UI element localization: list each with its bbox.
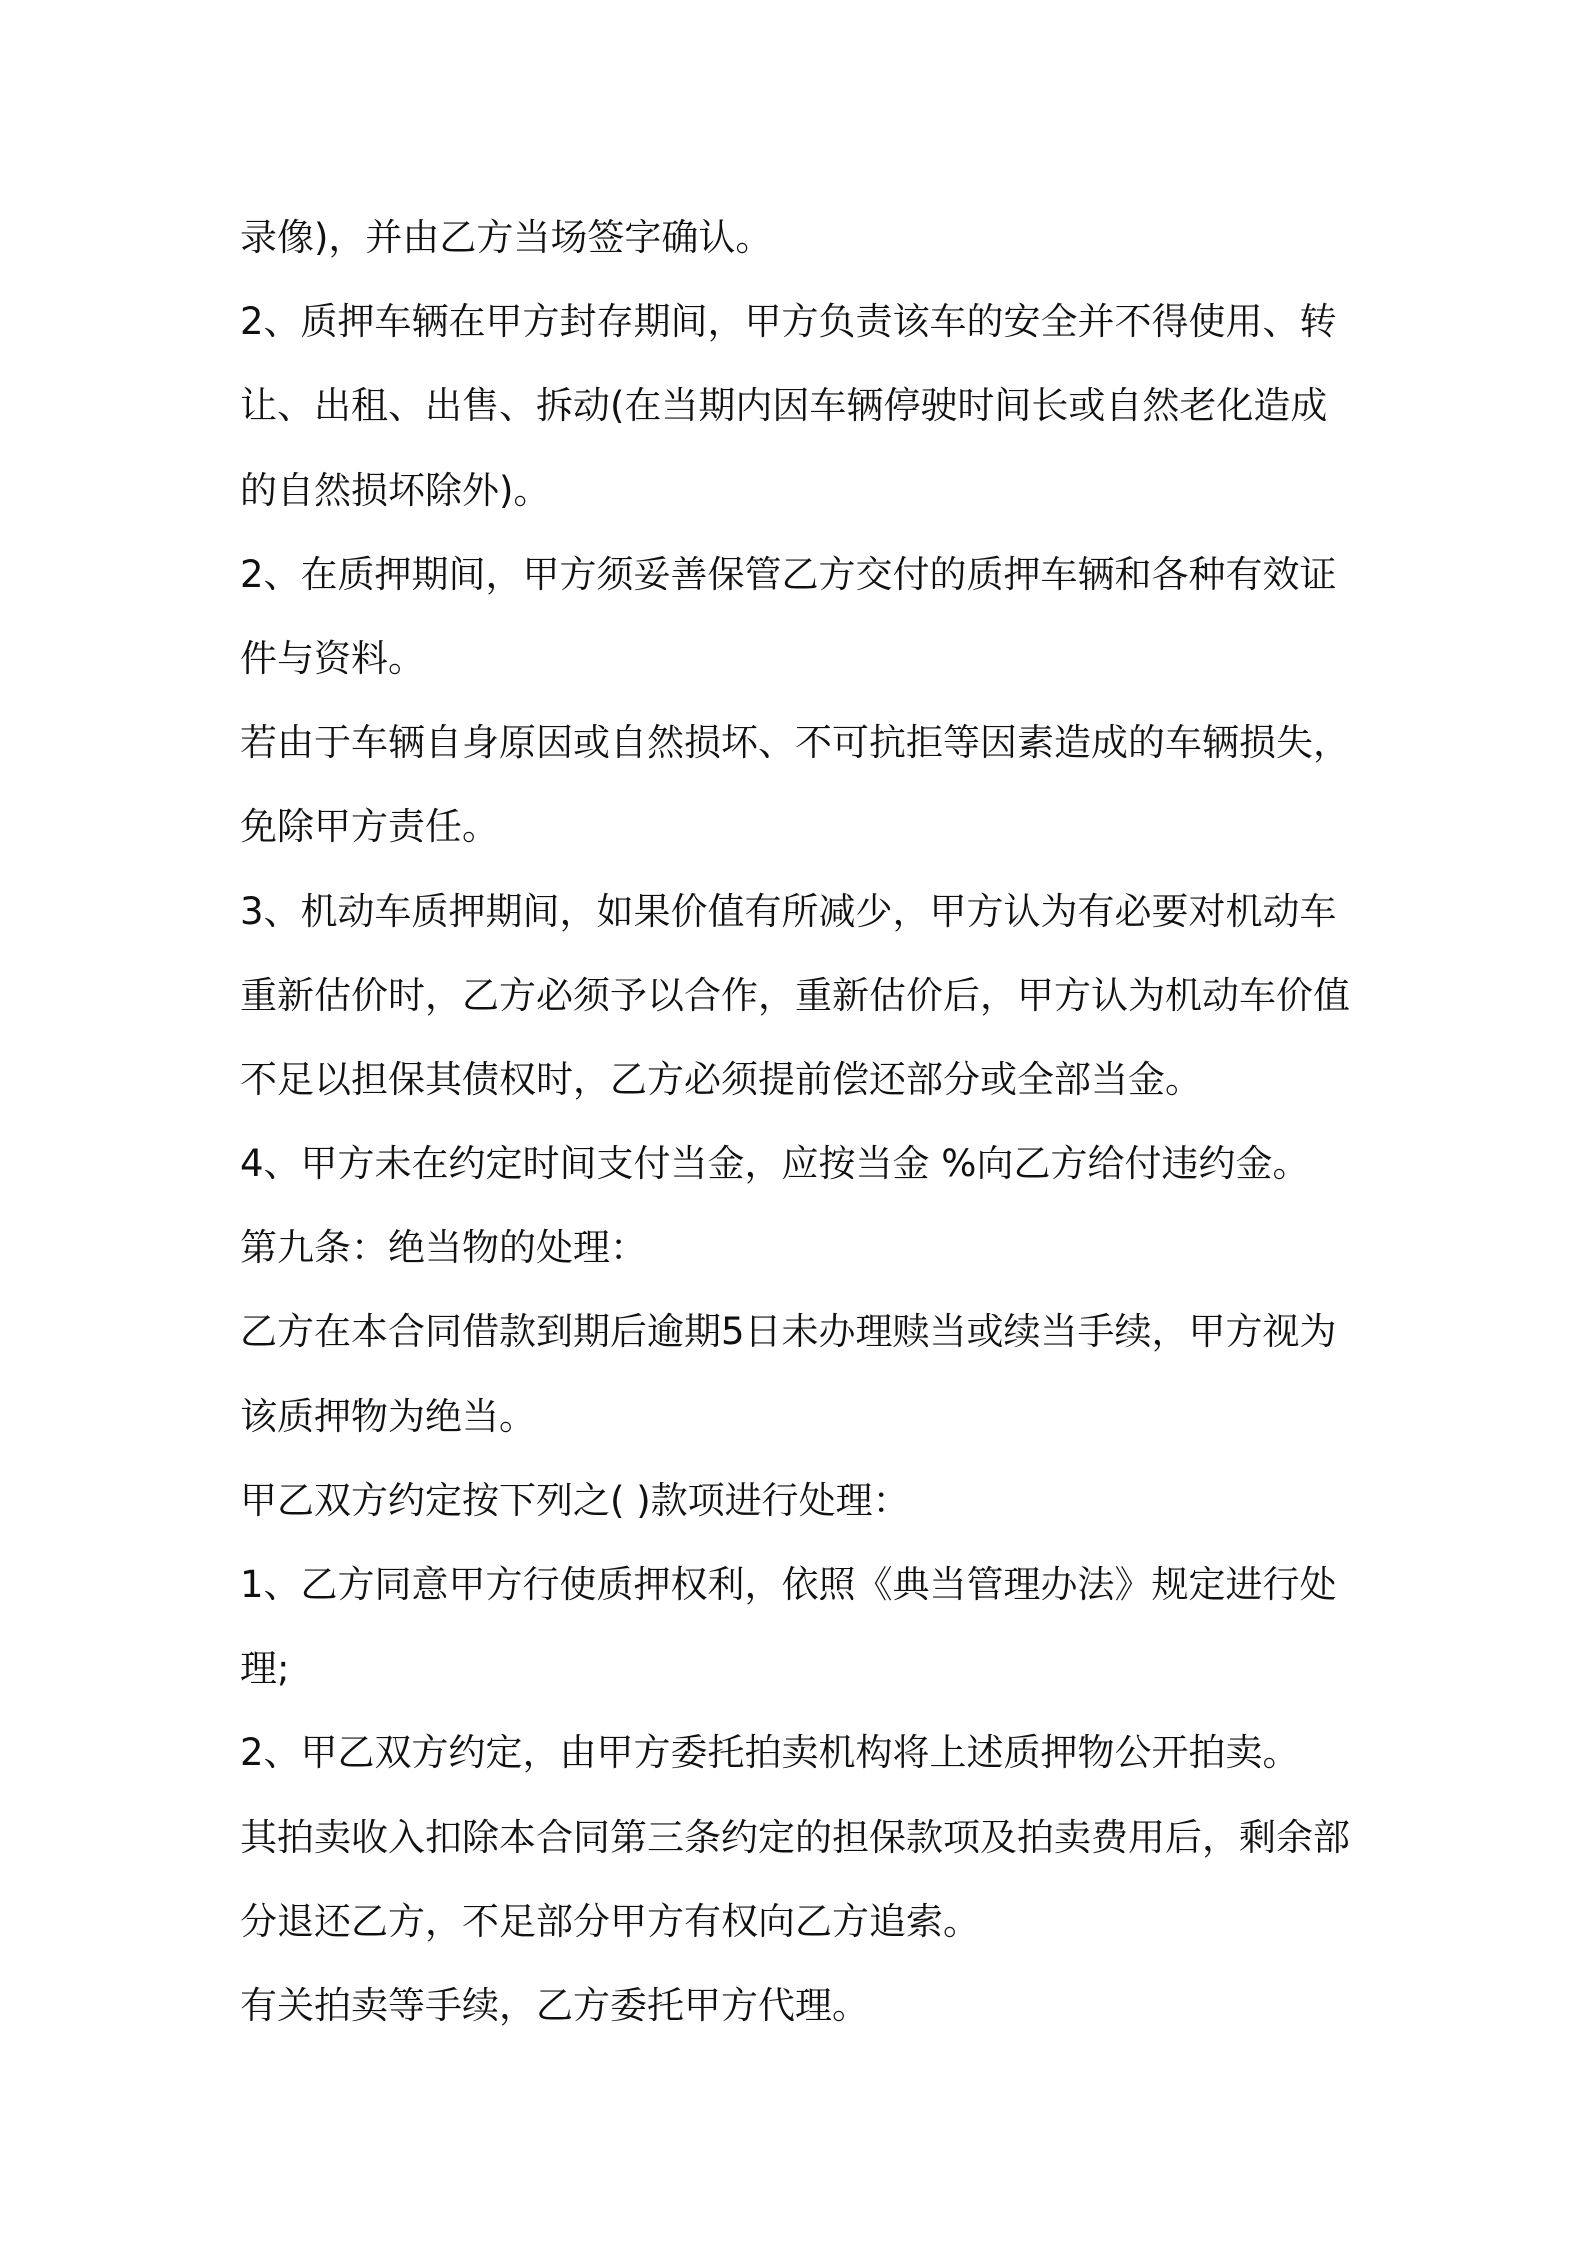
text-line: 分退还乙方，不足部分甲方有权向乙方追索。 xyxy=(240,1899,980,1943)
section-heading: 第九条：绝当物的处理： xyxy=(240,1226,647,1270)
text-line: 乙方在本合同借款到期后逾期5日未办理赎当或续当手续，甲方视为 xyxy=(240,1310,1337,1354)
text-line: 2、质押车辆在甲方封存期间，甲方负责该车的安全并不得使用、转 xyxy=(240,300,1337,344)
text-line: 有关拍卖等手续，乙方委托甲方代理。 xyxy=(240,1983,869,2027)
text-line: 若由于车辆自身原因或自然损坏、不可抗拒等因素造成的车辆损失， xyxy=(240,721,1350,765)
text-line: 1、乙方同意甲方行使质押权利，依照《典当管理办法》规定进行处 xyxy=(240,1563,1337,1606)
text-line: 2、在质押期间，甲方须妥善保管乙方交付的质押车辆和各种有效证 xyxy=(240,552,1337,596)
text-line: 甲乙双方约定按下列之( )款项进行处理： xyxy=(240,1478,910,1522)
text-line: 免除甲方责任。 xyxy=(240,805,499,849)
text-line: 2、甲乙双方约定，由甲方委托拍卖机构将上述质押物公开拍卖。 xyxy=(240,1731,1300,1775)
text-line: 4、甲方未在约定时间支付当金，应按当金 %向乙方给付违约金。 xyxy=(240,1142,1310,1186)
text-line: 该质押物为绝当。 xyxy=(240,1394,536,1438)
text-line: 的自然损坏除外)。 xyxy=(240,468,551,512)
document-body xyxy=(240,196,1360,2048)
text-line: 录像)，并由乙方当场签字确认。 xyxy=(240,216,773,259)
text-line: 件与资料。 xyxy=(240,636,425,680)
text-line: 不足以担保其债权时，乙方必须提前偿还部分或全部当金。 xyxy=(240,1057,1202,1101)
text-line: 理; xyxy=(240,1647,290,1691)
text-line: 3、机动车质押期间，如果价值有所减少，甲方认为有必要对机动车 xyxy=(240,889,1337,933)
text-line: 其拍卖收入扣除本合同第三条约定的担保款项及拍卖费用后，剩余部 xyxy=(240,1815,1350,1859)
text-line: 重新估价时，乙方必须予以合作，重新估价后，甲方认为机动车价值 xyxy=(240,973,1350,1017)
text-line: 让、出租、出售、拆动(在当期内因车辆停驶时间长或自然老化造成 xyxy=(240,384,1328,428)
